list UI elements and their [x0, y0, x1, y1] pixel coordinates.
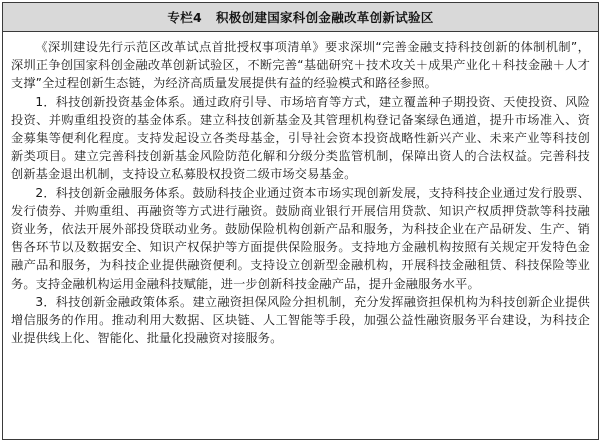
intro-paragraph: 《深圳建设先行示范区改革试点首批授权事项清单》要求深圳“完善金融支持科技创新的体制机制”，深圳正争创国家科创金融改革创新试验区，不断完善“基础研究＋技术攻关＋成果产业化＋科技金融＋人才支撑”全过程创新生态链，为经济高质量发展提供有益的经验模式和路径参照。 [11, 40, 590, 91]
paragraph-investment-fund-system: 1．科技创新投资基金体系。通过政府引导、市场培育等方式，建立覆盖种子期投资、天使投资、风险投资、并购重组投资的基金体系。建立科技创新基金及其管理机构登记备案绿色通道，提升市场准入、资金募集等便利化程度。支持发起设立各类母基金，引导社会资本投资战略性新兴产业、未来产业等科技创新类项目。建立完善科技创新基金风险防范化解和分级分类监管机制，保障出资人的合法权益。完善科技创新基金退出机制，支持设立私募股权投资二级市场交易基金。 [11, 94, 590, 182]
box-title-bar [3, 3, 598, 32]
box-label: 专栏4 [167, 10, 202, 25]
box-title: 积极创建国家科创金融改革创新试验区 [216, 10, 434, 25]
paragraph-financial-service-system: 2．科技创新金融服务体系。鼓励科技企业通过资本市场实现创新发展，支持科技企业通过发行股票、发行债券、并购重组、再融资等方式进行融资。鼓励商业银行开展信用贷款、知识产权质押贷款等科技融资业务，依法开展外部投贷联动业务。鼓励保险机构创新产品和服务，为科技企业在产品研发、生产、销售各环节以及数据安全、知识产权保护等方面提供保险服务。支持地方金融机构按照有关规定开发特色金融产品和服务，为科技企业提供融资便利。支持设立创新型金融机构，开展科技金融租赁、科技保险等业务。支持金融机构运用金融科技赋能，进一步创新科技金融产品，提升金融服务水平。 [11, 185, 590, 291]
paragraph-financial-policy-system: 3．科技创新金融政策体系。建立融资担保风险分担机制，充分发挥融资担保机构为科技创新企业提供增信服务的作用。推动利用大数据、区块链、人工智能等手段，加强公益性融资服务平台建设，为科技企业提供线上化、智能化、批量化投融资对接服务。 [11, 294, 590, 346]
box-content [3, 32, 598, 347]
feature-box [2, 2, 599, 440]
